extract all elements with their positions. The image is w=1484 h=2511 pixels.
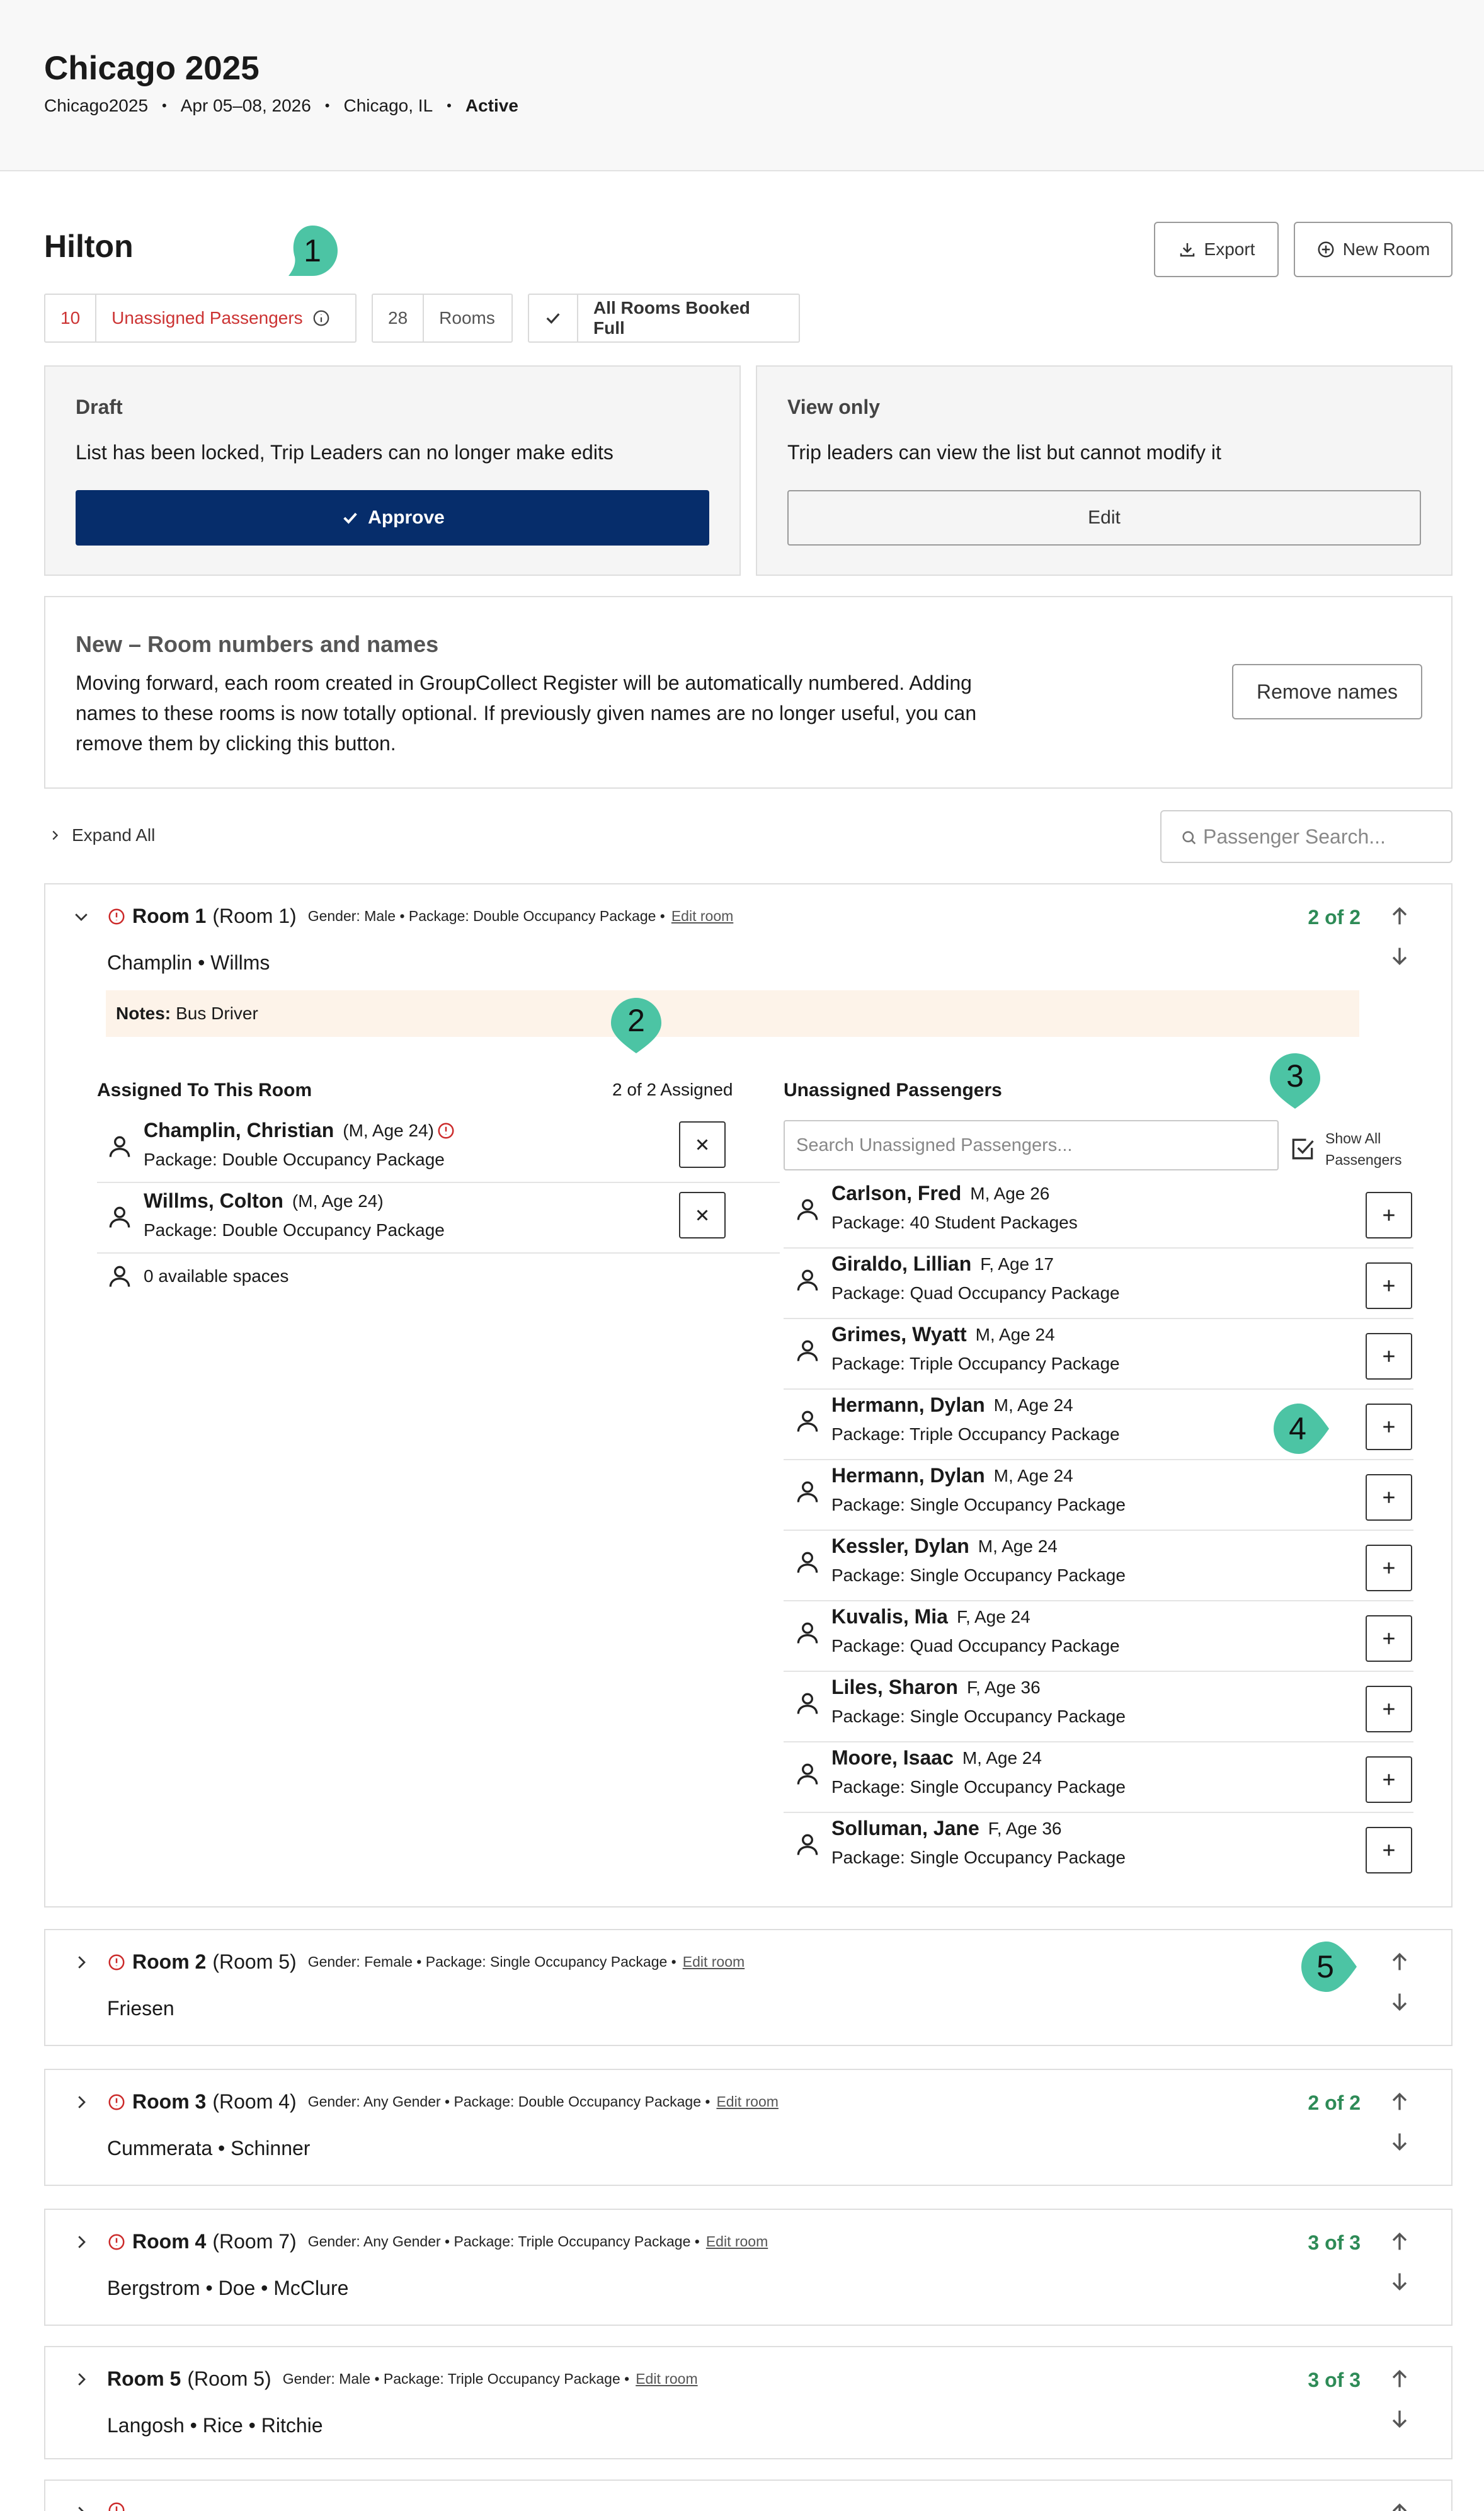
arrow-down-icon[interactable] bbox=[1387, 2269, 1412, 2294]
callout-number: 2 bbox=[627, 1003, 645, 1038]
callout-number: 1 bbox=[304, 233, 321, 268]
passenger-meta: M, Age 24 bbox=[993, 1395, 1073, 1415]
notes-text: Bus Driver bbox=[176, 1004, 258, 1023]
room-name: Room 5 bbox=[107, 2367, 181, 2390]
room-members: Champlin • Willms bbox=[107, 951, 270, 974]
person-icon bbox=[106, 1262, 134, 1290]
trip-status: Active bbox=[465, 96, 518, 115]
arrow-down-icon[interactable] bbox=[1387, 2406, 1412, 2432]
hotel-name: Hilton bbox=[44, 229, 134, 264]
arrow-down-icon[interactable] bbox=[1387, 944, 1412, 969]
arrow-up-icon[interactable] bbox=[1387, 2089, 1412, 2114]
passenger-name: Champlin, Christian bbox=[144, 1119, 334, 1141]
passenger-meta: F, Age 17 bbox=[980, 1254, 1054, 1274]
plus-icon bbox=[1379, 1770, 1398, 1789]
row-divider bbox=[784, 1388, 1413, 1390]
notes-label: Notes: bbox=[116, 1004, 171, 1023]
warning-icon bbox=[107, 1953, 126, 1972]
chevron-right-icon bbox=[48, 828, 62, 842]
passenger-package: Package: Double Occupancy Package bbox=[144, 1150, 445, 1169]
passenger-meta: M, Age 24 bbox=[978, 1536, 1058, 1556]
plus-icon bbox=[1379, 1417, 1398, 1436]
passenger-name: Hermann, Dylan bbox=[831, 1464, 985, 1487]
arrow-up-icon[interactable] bbox=[1387, 2229, 1412, 2254]
row-divider bbox=[784, 1318, 1413, 1319]
view-only-text: Trip leaders can view the list but cannot modify it bbox=[787, 441, 1221, 464]
rooms-stat bbox=[372, 294, 513, 343]
plus-icon bbox=[1379, 1629, 1398, 1648]
person-icon bbox=[794, 1478, 821, 1506]
assigned-header: Assigned To This Room bbox=[97, 1080, 312, 1101]
unassigned-passenger-row bbox=[794, 1464, 1361, 1515]
plus-icon bbox=[1379, 1488, 1398, 1507]
remove-passenger-button[interactable] bbox=[679, 1121, 726, 1168]
person-icon bbox=[106, 1203, 134, 1231]
row-divider bbox=[784, 1812, 1413, 1813]
room-alias: (Room 5) bbox=[212, 1950, 297, 1973]
passenger-meta: M, Age 24 bbox=[993, 1465, 1073, 1485]
room-occupancy: 3 of 3 bbox=[1308, 2231, 1361, 2254]
passenger-meta: M, Age 24 bbox=[975, 1324, 1055, 1344]
trip-dates: Apr 05–08, 2026 bbox=[180, 96, 311, 115]
show-all-label: Show All bbox=[1325, 1130, 1381, 1147]
edit-label: Edit bbox=[1088, 507, 1121, 528]
room-details: Gender: Male • Package: Double Occupancy Package • bbox=[307, 908, 665, 924]
room-name: Room 2 bbox=[132, 1950, 207, 1973]
unassigned-count: 10 bbox=[45, 295, 96, 341]
edit-room-link[interactable]: Edit room bbox=[705, 2233, 768, 2250]
room-details: Gender: Any Gender • Package: Double Occupancy Package • bbox=[307, 2093, 711, 2110]
check-icon bbox=[543, 308, 563, 328]
room-name: Room 4 bbox=[132, 2230, 207, 2253]
callout-marker bbox=[607, 995, 665, 1053]
new-room-button[interactable] bbox=[1294, 222, 1453, 277]
show-all-checkbox[interactable] bbox=[1289, 1128, 1401, 1170]
room-card[interactable] bbox=[44, 2209, 1453, 2326]
unassigned-passenger-row bbox=[794, 1323, 1361, 1374]
room-card[interactable] bbox=[44, 2346, 1453, 2459]
row-divider bbox=[784, 1530, 1413, 1531]
search-icon bbox=[1180, 829, 1198, 847]
add-passenger-button[interactable] bbox=[1366, 1404, 1412, 1450]
meta-separator: • bbox=[447, 98, 452, 113]
search-placeholder: Passenger Search... bbox=[1203, 825, 1386, 848]
available-spaces bbox=[106, 1262, 288, 1290]
assigned-passenger-row bbox=[106, 1189, 777, 1240]
unassigned-passenger-row bbox=[794, 1605, 1361, 1656]
unassigned-search-placeholder: Search Unassigned Passengers... bbox=[796, 1135, 1073, 1155]
passenger-meta: (M, Age 24) bbox=[343, 1120, 434, 1140]
plus-icon bbox=[1379, 1276, 1398, 1295]
draft-title: Draft bbox=[76, 396, 123, 418]
room-notes bbox=[106, 990, 1359, 1037]
show-all-label-2: Passengers bbox=[1325, 1152, 1402, 1168]
person-icon bbox=[794, 1690, 821, 1717]
passenger-name: Hermann, Dylan bbox=[831, 1393, 985, 1416]
trip-location: Chicago, IL bbox=[343, 96, 433, 115]
expand-all-button[interactable] bbox=[48, 825, 155, 845]
room-header bbox=[107, 2230, 768, 2253]
row-divider bbox=[97, 1182, 780, 1183]
person-icon bbox=[794, 1831, 821, 1858]
chevron-right-icon[interactable] bbox=[72, 2233, 91, 2251]
room-occupancy: 2 of 2 bbox=[1308, 2091, 1361, 2114]
export-label: Export bbox=[1204, 239, 1255, 259]
unassigned-search-input[interactable] bbox=[784, 1120, 1279, 1170]
room-header bbox=[107, 2367, 698, 2391]
room-header bbox=[107, 1950, 745, 1974]
unassigned-passenger-row bbox=[794, 1746, 1361, 1797]
warning-icon bbox=[107, 2093, 126, 2112]
person-icon bbox=[794, 1619, 821, 1647]
trip-meta bbox=[44, 96, 518, 116]
edit-room-link[interactable]: Edit room bbox=[671, 908, 734, 924]
edit-room-link[interactable]: Edit room bbox=[636, 2371, 698, 2387]
arrow-up-icon[interactable] bbox=[1387, 1949, 1412, 1974]
room-name: Room 3 bbox=[132, 2090, 207, 2113]
checkbox-checked-icon bbox=[1289, 1135, 1316, 1163]
warning-icon bbox=[107, 2501, 126, 2511]
room-name: Room 1 bbox=[132, 905, 207, 927]
callout-number: 3 bbox=[1286, 1058, 1304, 1094]
booked-stat bbox=[528, 294, 800, 343]
plus-icon bbox=[1379, 1559, 1398, 1577]
chevron-right-icon[interactable] bbox=[72, 2093, 91, 2112]
person-icon bbox=[794, 1760, 821, 1788]
add-passenger-button[interactable] bbox=[1366, 1262, 1412, 1309]
add-passenger-button[interactable] bbox=[1366, 1192, 1412, 1238]
export-button[interactable] bbox=[1154, 222, 1279, 277]
unassigned-passenger-row bbox=[794, 1535, 1361, 1586]
unassigned-passenger-row bbox=[794, 1817, 1361, 1868]
close-icon bbox=[693, 1135, 712, 1154]
room-names-notice bbox=[44, 596, 1453, 789]
meta-separator: • bbox=[162, 98, 167, 113]
add-passenger-button[interactable] bbox=[1366, 1615, 1412, 1662]
close-icon bbox=[693, 1206, 712, 1225]
passenger-package: Package: Double Occupancy Package bbox=[144, 1220, 445, 1240]
arrow-down-icon[interactable] bbox=[1387, 2129, 1412, 2154]
passenger-name: Kessler, Dylan bbox=[831, 1535, 969, 1557]
callout-marker bbox=[1299, 1938, 1357, 1996]
person-icon bbox=[794, 1407, 821, 1435]
view-only-title: View only bbox=[787, 396, 881, 418]
passenger-package: Package: Quad Occupancy Package bbox=[831, 1283, 1120, 1303]
passenger-package: Package: 40 Student Packages bbox=[831, 1213, 1078, 1232]
approve-label: Approve bbox=[368, 507, 445, 528]
assigned-count: 2 of 2 Assigned bbox=[612, 1080, 733, 1099]
warning-icon bbox=[107, 907, 126, 926]
room-card[interactable] bbox=[44, 1929, 1453, 2046]
meta-separator: • bbox=[324, 98, 330, 113]
room-occupancy: 3 of 3 bbox=[1308, 2369, 1361, 2391]
add-passenger-button[interactable] bbox=[1366, 1333, 1412, 1380]
info-icon[interactable] bbox=[312, 309, 331, 328]
edit-room-link[interactable]: Edit room bbox=[716, 2093, 779, 2110]
passenger-meta: M, Age 24 bbox=[962, 1747, 1042, 1768]
chevron-right-icon[interactable] bbox=[72, 2503, 91, 2511]
approve-button[interactable] bbox=[76, 490, 709, 546]
passenger-name: Solluman, Jane bbox=[831, 1817, 979, 1839]
unassigned-label: Unassigned Passengers bbox=[111, 308, 303, 328]
view-only-panel bbox=[756, 365, 1453, 576]
unassigned-passenger-row bbox=[794, 1676, 1361, 1727]
booked-label: All Rooms Booked Full bbox=[593, 298, 750, 338]
check-icon bbox=[340, 508, 360, 528]
plus-icon bbox=[1379, 1206, 1398, 1225]
passenger-package: Package: Triple Occupancy Package bbox=[831, 1424, 1120, 1444]
room-members: Cummerata • Schinner bbox=[107, 2137, 311, 2159]
arrow-up-icon[interactable] bbox=[1387, 903, 1412, 929]
download-icon bbox=[1178, 240, 1197, 259]
room-members: Bergstrom • Doe • McClure bbox=[107, 2277, 349, 2299]
plus-icon bbox=[1379, 1347, 1398, 1366]
passenger-name: Kuvalis, Mia bbox=[831, 1605, 948, 1628]
room-members: Friesen bbox=[107, 1997, 174, 2020]
assigned-passenger-row bbox=[106, 1119, 777, 1170]
draft-text: List has been locked, Trip Leaders can no longer make edits bbox=[76, 441, 614, 464]
person-icon bbox=[794, 1548, 821, 1576]
remove-names-label: Remove names bbox=[1256, 680, 1398, 703]
room-details: Gender: Female • Package: Single Occupancy Package • bbox=[307, 1953, 676, 1970]
row-divider bbox=[97, 1252, 780, 1254]
notice-body: Moving forward, each room created in GroupCollect Register will be automatically numbered. Adding names to these rooms is now totally optional. If previously given names are no longer useful, you can remove them by clicking this button. bbox=[76, 672, 977, 755]
add-passenger-button[interactable] bbox=[1366, 1474, 1412, 1521]
room-card[interactable] bbox=[44, 2069, 1453, 2186]
room-alias: (Room 4) bbox=[212, 2090, 297, 2113]
plus-icon bbox=[1379, 1841, 1398, 1860]
add-passenger-button[interactable] bbox=[1366, 1545, 1412, 1591]
unassigned-passenger-row bbox=[794, 1252, 1361, 1303]
passenger-package: Package: Single Occupancy Package bbox=[831, 1707, 1126, 1726]
callout-marker bbox=[283, 222, 341, 280]
room-details: Gender: Any Gender • Package: Triple Occupancy Package • bbox=[307, 2233, 700, 2250]
row-divider bbox=[784, 1247, 1413, 1249]
row-divider bbox=[784, 1600, 1413, 1601]
arrow-up-icon[interactable] bbox=[1387, 2500, 1412, 2511]
passenger-name: Liles, Sharon bbox=[831, 1676, 958, 1698]
passenger-package: Package: Single Occupancy Package bbox=[831, 1777, 1126, 1797]
passenger-name: Carlson, Fred bbox=[831, 1182, 962, 1204]
remove-passenger-button[interactable] bbox=[679, 1192, 726, 1238]
passenger-meta: F, Age 36 bbox=[988, 1818, 1062, 1838]
room-header bbox=[107, 905, 733, 928]
rooms-count: 28 bbox=[373, 295, 424, 341]
passenger-package: Package: Triple Occupancy Package bbox=[831, 1354, 1120, 1373]
room-card-partial bbox=[44, 2480, 1453, 2511]
person-icon bbox=[794, 1196, 821, 1223]
passenger-package: Package: Single Occupancy Package bbox=[831, 1565, 1126, 1585]
room-alias: (Room 7) bbox=[212, 2230, 297, 2253]
expand-all-label: Expand All bbox=[72, 825, 156, 845]
unassigned-header: Unassigned Passengers bbox=[784, 1080, 1002, 1101]
passenger-name: Moore, Isaac bbox=[831, 1746, 954, 1769]
add-passenger-button[interactable] bbox=[1366, 1756, 1412, 1803]
warning-icon bbox=[107, 2233, 126, 2251]
room-details: Gender: Male • Package: Triple Occupancy Package • bbox=[282, 2371, 630, 2387]
row-divider bbox=[784, 1741, 1413, 1742]
row-divider bbox=[784, 1459, 1413, 1460]
callout-number: 5 bbox=[1316, 1949, 1334, 1984]
callout-number: 4 bbox=[1289, 1411, 1306, 1446]
chevron-right-icon[interactable] bbox=[72, 2370, 91, 2389]
unassigned-stat[interactable] bbox=[44, 294, 357, 343]
remove-names-button[interactable] bbox=[1232, 664, 1422, 719]
room-alias: (Room 1) bbox=[212, 905, 297, 927]
plus-icon bbox=[1379, 1700, 1398, 1719]
chevron-right-icon[interactable] bbox=[72, 1953, 91, 1972]
add-passenger-button[interactable] bbox=[1366, 1686, 1412, 1732]
draft-panel bbox=[44, 365, 741, 576]
passenger-name: Willms, Colton bbox=[144, 1189, 283, 1212]
passenger-package: Package: Single Occupancy Package bbox=[831, 1848, 1126, 1867]
edit-button[interactable] bbox=[787, 490, 1421, 546]
passenger-meta: F, Age 24 bbox=[956, 1606, 1030, 1627]
passenger-meta: F, Age 36 bbox=[966, 1677, 1041, 1697]
edit-room-link[interactable]: Edit room bbox=[682, 1953, 745, 1970]
room-card-expanded bbox=[44, 883, 1453, 1908]
passenger-name: Grimes, Wyatt bbox=[831, 1323, 967, 1346]
arrow-up-icon[interactable] bbox=[1387, 2366, 1412, 2391]
plus-circle-icon bbox=[1316, 240, 1335, 259]
arrow-down-icon[interactable] bbox=[1387, 1989, 1412, 2015]
new-room-label: New Room bbox=[1342, 239, 1430, 259]
rooms-label: Rooms bbox=[439, 308, 495, 328]
unassigned-passenger-row bbox=[794, 1182, 1361, 1233]
room-alias: (Room 5) bbox=[187, 2367, 271, 2390]
passenger-package: Package: Quad Occupancy Package bbox=[831, 1636, 1120, 1656]
room-members: Langosh • Rice • Ritchie bbox=[107, 2414, 323, 2437]
room-occupancy: 2 of 2 bbox=[1308, 906, 1361, 929]
person-icon bbox=[794, 1266, 821, 1294]
passenger-package: Package: Single Occupancy Package bbox=[831, 1495, 1126, 1514]
passenger-meta: (M, Age 24) bbox=[292, 1191, 384, 1211]
passenger-meta: M, Age 26 bbox=[970, 1183, 1050, 1203]
callout-marker bbox=[1266, 1051, 1324, 1109]
person-icon bbox=[106, 1133, 134, 1160]
trip-title: Chicago 2025 bbox=[44, 50, 260, 87]
notice-title: New – Room numbers and names bbox=[76, 631, 439, 657]
person-icon bbox=[794, 1337, 821, 1364]
passenger-name: Giraldo, Lillian bbox=[831, 1252, 972, 1275]
trip-code: Chicago2025 bbox=[44, 96, 149, 115]
chevron-down-icon[interactable] bbox=[72, 907, 91, 926]
callout-marker bbox=[1271, 1400, 1329, 1458]
room-header bbox=[107, 2090, 779, 2113]
add-passenger-button[interactable] bbox=[1366, 1827, 1412, 1873]
available-spaces-label: 0 available spaces bbox=[144, 1266, 289, 1286]
passenger-search-input[interactable] bbox=[1160, 810, 1453, 863]
trip-header bbox=[0, 0, 1484, 171]
warning-icon bbox=[437, 1121, 455, 1140]
row-divider bbox=[784, 1671, 1413, 1672]
